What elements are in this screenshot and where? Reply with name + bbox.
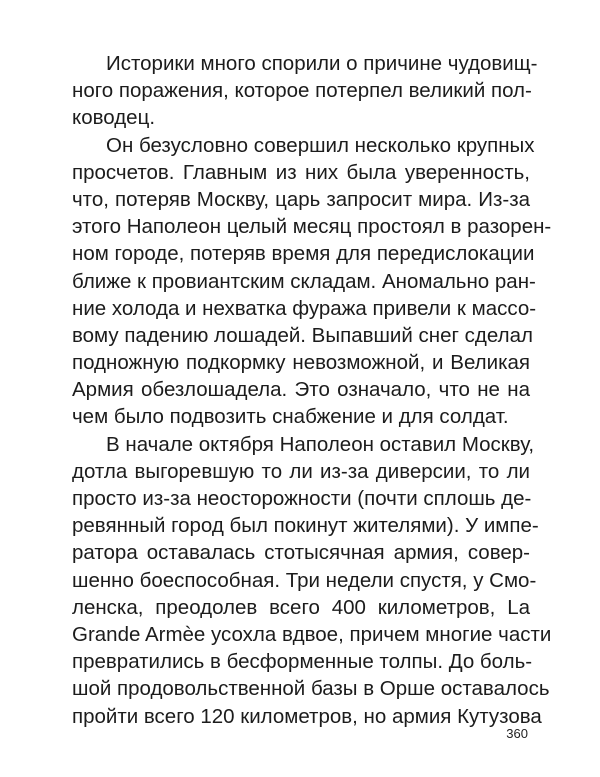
text-line: ного поражения, которое потерпел великий пол-: [72, 79, 532, 103]
text-line: ние холода и нехватка фуража привели к массо-: [72, 296, 537, 320]
text-line: ном городе, потеряв время для передислокации: [72, 242, 535, 266]
text-line: пройти всего 120 километров, но армия Кутузова: [72, 704, 542, 728]
text-line: Армия обезлошадела. Это означало, что не на: [72, 378, 530, 402]
text-line: шенно боеспособная. Три недели спустя, у Смо-: [72, 568, 537, 592]
text-line: ревянный город был покинут жителями). У импе-: [72, 514, 539, 538]
text-line: ближе к провиантским складам. Аномально ран-: [72, 269, 536, 293]
text-line: Историки много спорили о причине чудовищ-: [106, 52, 538, 75]
text-line: этого Наполеон целый месяц простоял в разорен-: [72, 215, 552, 239]
text-line: чем было подвозить снабжение и для солдат.: [72, 405, 509, 429]
text-line: ководец.: [72, 106, 156, 130]
text-line: превратились в бесформенные толпы. До боль-: [72, 650, 533, 674]
text-line: подножную подкормку невозможной, и Великая: [72, 351, 530, 375]
text-line: Он безусловно совершил несколько крупных: [106, 133, 535, 157]
text-line: шой продовольственной базы в Орше оставалось: [72, 677, 550, 701]
text-line: ратора оставалась стотысячная армия, совер-: [72, 541, 530, 565]
text-line: Grande Armèe усохла вдвое, причем многие части: [72, 622, 552, 646]
text-line: просто из-за неосторожности (почти сплошь де-: [72, 487, 532, 510]
text-line: просчетов. Главным из них была уверенность,: [72, 160, 530, 184]
text-line: дотла выгоревшую то ли из-за диверсии, то ли: [72, 459, 530, 483]
page-number: 360: [506, 726, 528, 741]
text-line: вому падению лошадей. Выпавший снег сделал: [72, 323, 533, 347]
text-line: В начале октября Наполеон оставил Москву,: [106, 432, 535, 456]
text-line: ленска, преодолев всего 400 километров, La: [72, 595, 530, 619]
page-text: [72, 50, 552, 730]
text-line: что, потеряв Москву, царь запросит мира. Из-за: [72, 187, 530, 211]
